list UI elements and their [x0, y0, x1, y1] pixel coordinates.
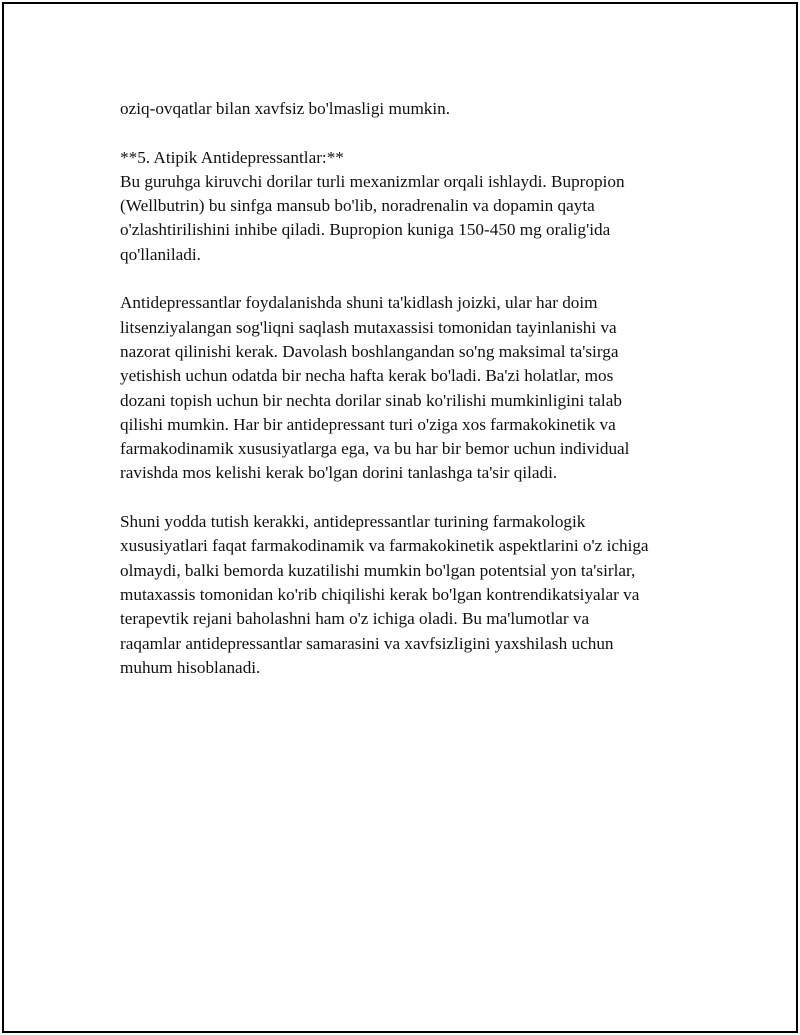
text-line: oziq-ovqatlar bilan xavfsiz bo'lmasligi mumkin.: [120, 99, 451, 118]
paragraph-2-atypical-antidepressants: [120, 146, 700, 267]
text-line: qilishi mumkin. Har bir antidepressant turi o'ziga xos farmakokinetik va: [120, 414, 616, 434]
text-line: muhum hisoblanadi.: [120, 657, 261, 677]
text-line: litsenziyalangan sog'liqni saqlash mutaxassisi tomonidan tayinlanishi va: [120, 317, 617, 337]
text-line: farmakodinamik xususiyatlarga ega, va bu har bir bemor uchun individual: [120, 439, 630, 459]
text-line: Shuni yodda tutish kerakki, antidepressantlar turining farmakologik: [120, 512, 586, 532]
paragraph-3: [120, 291, 700, 485]
text-line: nazorat qilinishi kerak. Davolash boshlangandan so'ng maksimal ta'sirga: [120, 341, 619, 361]
paragraph-gap: [120, 267, 700, 291]
document-page: [2, 2, 798, 1033]
section-heading: **5. Atipik Antidepressantlar:**: [120, 147, 344, 167]
paragraph-gap: [120, 121, 700, 145]
paragraph-gap: [120, 486, 700, 510]
text-line: raqamlar antidepressantlar samarasini va xavfsizligini yaxshilash uchun: [120, 633, 614, 653]
text-line: ravishda mos kelishi kerak bo'lgan dorini tanlashga ta'sir qiladi.: [120, 463, 558, 483]
text-line: olmaydi, balki bemorda kuzatilishi mumkin bo'lgan potentsial yon ta'sirlar,: [120, 560, 636, 580]
paragraph-1: [120, 97, 700, 121]
document-body: [120, 97, 700, 680]
text-line: xususiyatlari faqat farmakodinamik va farmakokinetik aspektlarini o'z ichiga: [120, 536, 649, 556]
text-line: (Wellbutrin) bu sinfga mansub bo'lib, noradrenalin va dopamin qayta: [120, 196, 595, 216]
text-line: qo'llaniladi.: [120, 244, 201, 264]
text-line: Bu guruhga kiruvchi dorilar turli mexanizmlar orqali ishlaydi. Bupropion: [120, 171, 625, 191]
text-line: yetishish uchun odatda bir necha hafta kerak bo'ladi. Ba'zi holatlar, mos: [120, 366, 614, 386]
text-line: mutaxassis tomonidan ko'rib chiqilishi kerak bo'lgan kontrendikatsiyalar va: [120, 584, 640, 604]
text-line: o'zlashtirilishini inhibe qiladi. Bupropion kuniga 150-450 mg oralig'ida: [120, 220, 611, 240]
paragraph-4: [120, 510, 700, 680]
text-line: dozani topish uchun bir nechta dorilar sinab ko'rilishi mumkinligini talab: [120, 390, 622, 410]
text-line: Antidepressantlar foydalanishda shuni ta'kidlash joizki, ular har doim: [120, 293, 598, 313]
text-line: terapevtik rejani baholashni ham o'z ichiga oladi. Bu ma'lumotlar va: [120, 609, 590, 629]
